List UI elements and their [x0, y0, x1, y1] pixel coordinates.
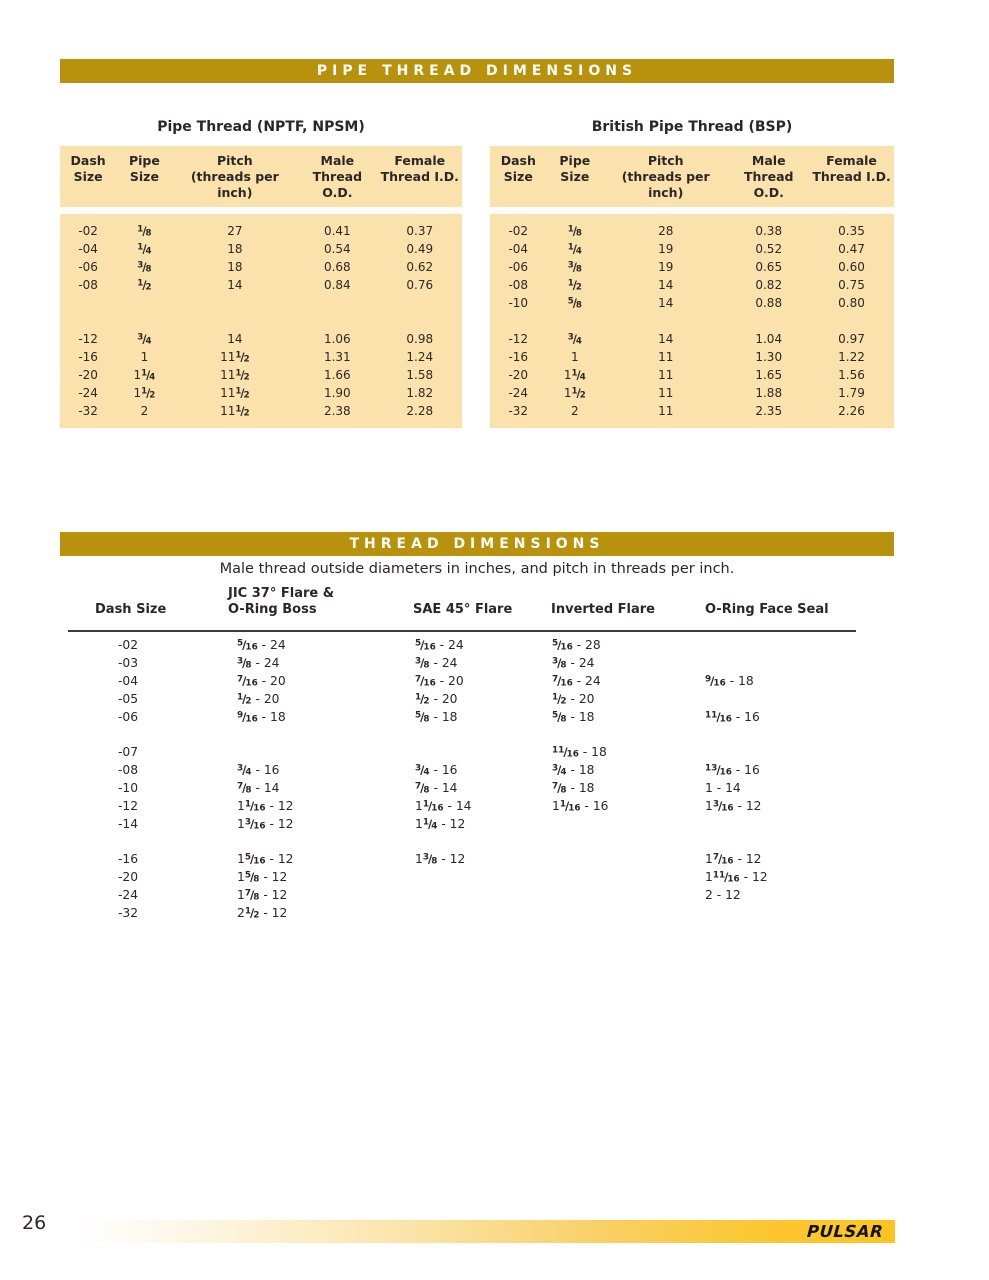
table-row — [95, 886, 857, 904]
table-cell: 0.49 — [406, 242, 434, 256]
table-cell: $^{13}/_{16} - 16$ — [705, 763, 760, 778]
table-cell: $^{11}/_{16} - 18$ — [552, 745, 607, 760]
table-cell: $1^1/_4$ — [563, 368, 586, 383]
page-number: 26 — [22, 1212, 47, 1234]
table-cell: $^1/_4$ — [567, 242, 582, 257]
table-cell: 1 — [140, 350, 149, 364]
table-row — [60, 348, 462, 366]
section-header-pipe-thread-dimensions: PIPE THREAD DIMENSIONS — [60, 59, 894, 83]
table-cell: $^1/_2$ — [567, 278, 582, 293]
table-body — [95, 636, 857, 922]
table-cell: -24 — [78, 386, 98, 400]
table-cell: $^3/_4 - 16$ — [237, 763, 280, 778]
column-header: Dash Size — [95, 602, 167, 617]
table-cell: 14 — [227, 278, 243, 292]
table-cell: 2 — [140, 404, 149, 418]
table-cell: $1^1/_2$ — [133, 386, 156, 401]
table-cell: -03 — [118, 656, 139, 670]
table-cell: 1.30 — [755, 350, 783, 364]
table-title-nptf-npsm: Pipe Thread (NPTF, NPSM) — [157, 119, 365, 135]
table-cell: 0.80 — [838, 296, 865, 310]
table-cell: 14 — [658, 296, 674, 310]
table-cell: $^3/_8 - 24$ — [552, 656, 595, 671]
table-cell — [551, 904, 705, 922]
table-cell: $^5/_8$ — [567, 296, 582, 311]
table-body — [490, 214, 894, 428]
group-spacer — [95, 726, 857, 743]
pulsar-logo: PULSAR — [805, 1222, 884, 1241]
table-cell: $^7/_8 - 14$ — [237, 781, 280, 796]
column-header: Dash Size — [70, 153, 106, 184]
pipe-thread-table-bsp — [490, 146, 894, 428]
column-header: Female Thread I.D. — [380, 153, 459, 184]
table-cell: 0.60 — [838, 260, 865, 274]
table-cell: $11^1/_2$ — [220, 350, 250, 365]
table-cell: 1 — [571, 350, 579, 364]
table-cell: $1^3/_{16} - 12$ — [237, 817, 294, 832]
table-row — [95, 761, 857, 779]
table-cell: -04 — [118, 674, 139, 688]
table-cell: 2 - 12 — [705, 888, 741, 902]
table-cell: -16 — [508, 350, 529, 364]
table-cell: -12 — [118, 799, 139, 813]
table-cell — [705, 636, 857, 654]
table-row — [490, 294, 894, 312]
table-cell: $^7/_{16} - 20$ — [415, 674, 464, 689]
column-header: JIC 37° Flare & O-Ring Boss — [228, 586, 335, 617]
table-header-row — [490, 146, 894, 207]
table-row — [60, 222, 462, 240]
table-cell: 0.76 — [406, 278, 434, 292]
table-row — [490, 348, 894, 366]
table-cell — [413, 743, 551, 761]
table-cell: 18 — [227, 242, 243, 256]
table-cell: 0.35 — [838, 224, 865, 238]
column-header: Inverted Flare — [551, 602, 655, 617]
table-cell: -06 — [118, 710, 139, 724]
table-cell: -06 — [508, 260, 529, 274]
table-header-row — [95, 586, 857, 625]
table-cell: -20 — [118, 870, 139, 884]
table-cell: -20 — [78, 368, 98, 382]
table-cell: 0.41 — [323, 224, 351, 238]
thread-dimensions-table — [95, 586, 857, 922]
table-cell — [705, 654, 857, 672]
table-cell: -14 — [118, 817, 139, 831]
table-row — [490, 330, 894, 348]
table-cell: $1^1/_4$ — [133, 368, 156, 383]
column-header: Male Thread O.D. — [744, 153, 794, 200]
table-row — [95, 636, 857, 654]
table-cell — [413, 904, 551, 922]
table-cell: $^5/_8 - 18$ — [415, 710, 458, 725]
table-cell: $^1/_8$ — [137, 224, 152, 239]
table-cell: 1.88 — [755, 386, 783, 400]
table-cell: 0.65 — [755, 260, 783, 274]
table-cell — [705, 904, 857, 922]
column-header: SAE 45° Flare — [413, 602, 513, 617]
table-cell: $^5/_{16} - 24$ — [237, 638, 286, 653]
table-cell — [551, 850, 705, 868]
table-cell: -32 — [508, 404, 529, 418]
table-row — [490, 240, 894, 258]
table-row — [60, 384, 462, 402]
table-cell: -10 — [508, 296, 529, 310]
table-cell — [551, 815, 705, 833]
table-cell: 11 — [658, 368, 674, 382]
table-row — [95, 868, 857, 886]
table-cell: -04 — [508, 242, 529, 256]
table-cell: $1^1/_{16} - 16$ — [552, 799, 609, 814]
table-cell — [705, 690, 857, 708]
table-cell: 0.75 — [838, 278, 865, 292]
section-header-thread-dimensions: THREAD DIMENSIONS — [60, 532, 894, 556]
table-row — [95, 815, 857, 833]
table-cell: 19 — [658, 260, 674, 274]
table-cell: $^1/_2$ — [137, 278, 152, 293]
table-cell: $^5/_{16} - 28$ — [552, 638, 601, 653]
column-header: O-Ring Face Seal — [705, 602, 829, 617]
table-cell: 2.35 — [755, 404, 783, 418]
table-cell: -02 — [508, 224, 529, 238]
table-cell: 2 — [571, 404, 579, 418]
table-cell: 1.79 — [838, 386, 865, 400]
table-cell: $1^7/_{16} - 12$ — [705, 852, 762, 867]
table-title-bsp: British Pipe Thread (BSP) — [591, 119, 793, 135]
table-row — [95, 672, 857, 690]
table-cell: $^1/_8$ — [567, 224, 582, 239]
table-cell: $^3/_8 - 24$ — [237, 656, 280, 671]
table-cell: $1^5/_{16} - 12$ — [237, 852, 294, 867]
group-spacer — [95, 833, 857, 850]
table-cell: -07 — [118, 745, 139, 759]
table-cell: 0.68 — [323, 260, 351, 274]
table-cell: $^3/_8 - 24$ — [415, 656, 458, 671]
table-cell: 0.52 — [755, 242, 783, 256]
table-cell: $^1/_2 - 20$ — [552, 692, 595, 707]
table-cell: $^7/_8 - 18$ — [552, 781, 595, 796]
table-cell: $^{11}/_{16} - 16$ — [705, 710, 760, 725]
table-cell: 1.22 — [838, 350, 865, 364]
table-row — [490, 402, 894, 420]
table-cell: 11 — [658, 350, 674, 364]
table-row — [60, 402, 462, 420]
table-cell: -04 — [78, 242, 98, 256]
table-cell: $1^1/_4 - 12$ — [415, 817, 466, 832]
table-cell: 0.97 — [838, 332, 865, 346]
table-row — [490, 276, 894, 294]
table-cell: 0.88 — [755, 296, 783, 310]
table-cell: 0.37 — [406, 224, 434, 238]
table-cell — [551, 886, 705, 904]
table-cell: 14 — [658, 332, 674, 346]
table-row — [60, 258, 462, 276]
table-cell: 0.47 — [838, 242, 865, 256]
table-row — [95, 690, 857, 708]
table-cell: -32 — [78, 404, 98, 418]
table-cell: $1^3/_{16} - 12$ — [705, 799, 762, 814]
table-cell: $^3/_4$ — [137, 332, 152, 347]
table-cell: $11^1/_2$ — [220, 404, 250, 419]
table-cell: $^9/_{16} - 18$ — [705, 674, 754, 689]
header-divider-line — [68, 630, 856, 632]
table-cell: $^3/_8$ — [567, 260, 582, 275]
table-cell: 0.98 — [406, 332, 434, 346]
table-cell: $^5/_8 - 18$ — [552, 710, 595, 725]
table-cell: -02 — [78, 224, 98, 238]
table-cell: $^7/_{16} - 20$ — [237, 674, 286, 689]
table-cell: $^1/_4$ — [137, 242, 152, 257]
table-cell: 2.28 — [406, 404, 434, 418]
column-header: Pitch (threads per inch) — [621, 153, 710, 200]
table-cell — [413, 886, 551, 904]
table-cell: 1.90 — [323, 386, 351, 400]
table-cell: 0.54 — [323, 242, 351, 256]
table-cell: -16 — [78, 350, 98, 364]
table-cell: -08 — [508, 278, 529, 292]
table-cell: 1.58 — [406, 368, 434, 382]
table-cell: $^3/_4$ — [567, 332, 582, 347]
table-cell: $^9/_{16} - 18$ — [237, 710, 286, 725]
table-cell: $^3/_4 - 18$ — [552, 763, 595, 778]
table-cell — [551, 868, 705, 886]
table-cell: $2^1/_2 - 12$ — [237, 906, 288, 921]
table-cell: 1.66 — [323, 368, 351, 382]
table-cell: 11 — [658, 404, 674, 418]
pipe-thread-table-nptf-npsm — [60, 146, 462, 428]
table-cell: 1.06 — [323, 332, 351, 346]
table-row — [490, 384, 894, 402]
table-cell: -24 — [118, 888, 139, 902]
table-row — [60, 240, 462, 258]
table-cell: 18 — [227, 260, 243, 274]
table-cell: $^1/_2 - 20$ — [237, 692, 280, 707]
table-cell: 27 — [227, 224, 243, 238]
table-cell: -24 — [508, 386, 529, 400]
table-cell — [228, 743, 413, 761]
table-row — [95, 904, 857, 922]
table-cell: 19 — [658, 242, 674, 256]
table-cell: 0.38 — [755, 224, 783, 238]
table-cell: 0.82 — [755, 278, 783, 292]
table-cell — [413, 868, 551, 886]
table-cell: 1.31 — [323, 350, 351, 364]
table-cell: 2.26 — [838, 404, 865, 418]
table-cell: -20 — [508, 368, 529, 382]
table-cell: -02 — [118, 638, 139, 652]
table-cell: -08 — [78, 278, 98, 292]
table-header-row — [60, 146, 462, 207]
table-cell: 14 — [227, 332, 243, 346]
table-row — [95, 708, 857, 726]
table-row — [95, 797, 857, 815]
table-cell: -12 — [508, 332, 529, 346]
table-row — [60, 330, 462, 348]
table-cell: $1^5/_8 - 12$ — [237, 870, 288, 885]
table-cell: 1.65 — [755, 368, 783, 382]
column-header: Pipe Size — [559, 153, 591, 184]
table-cell: 1.04 — [755, 332, 783, 346]
table-row — [490, 258, 894, 276]
table-row — [490, 222, 894, 240]
column-header: Dash Size — [500, 153, 536, 184]
table-cell: 1 - 14 — [705, 781, 741, 795]
column-header: Pitch (threads per inch) — [190, 153, 279, 200]
table-cell: 1.56 — [838, 368, 865, 382]
table-row — [95, 654, 857, 672]
table-row — [95, 743, 857, 761]
table-cell: 11 — [658, 386, 674, 400]
table-cell: 14 — [658, 278, 674, 292]
table-cell: 0.62 — [406, 260, 434, 274]
table-row — [60, 366, 462, 384]
table-cell: $1^1/_{16} - 14$ — [415, 799, 472, 814]
table-cell: 2.38 — [323, 404, 351, 418]
table-body — [60, 214, 462, 428]
table-row — [60, 276, 462, 294]
column-header: Male Thread O.D. — [312, 153, 363, 200]
thread-dimensions-subtitle: Male thread outside diameters in inches, and pitch in threads per inch. — [219, 561, 735, 577]
table-cell: -05 — [118, 692, 139, 706]
table-cell: $11^1/_2$ — [220, 386, 250, 401]
footer-gradient-bar — [75, 1220, 895, 1243]
group-spacer — [60, 294, 462, 330]
table-cell: -08 — [118, 763, 139, 777]
table-cell: -10 — [118, 781, 139, 795]
table-cell — [705, 815, 857, 833]
table-row — [95, 850, 857, 868]
table-cell: 0.84 — [323, 278, 351, 292]
column-header: Female Thread I.D. — [812, 153, 891, 184]
table-cell: 1.24 — [406, 350, 434, 364]
table-cell: -32 — [118, 906, 139, 920]
table-cell: $1^1/_2$ — [563, 386, 586, 401]
table-cell: 28 — [658, 224, 674, 238]
table-cell: $1^1/_{16} - 12$ — [237, 799, 294, 814]
table-cell: -06 — [78, 260, 98, 274]
table-cell: $1^7/_8 - 12$ — [237, 888, 288, 903]
table-cell: $^7/_{16} - 24$ — [552, 674, 601, 689]
column-header: Pipe Size — [128, 153, 160, 184]
table-cell: $^3/_8$ — [137, 260, 152, 275]
group-spacer — [490, 312, 894, 330]
table-cell: $11^1/_2$ — [220, 368, 250, 383]
table-cell: $1^{11}/_{16} - 12$ — [705, 870, 768, 885]
table-cell: $^5/_{16} - 24$ — [415, 638, 464, 653]
table-cell: -16 — [118, 852, 139, 866]
table-cell: $^7/_8 - 14$ — [415, 781, 458, 796]
table-row — [95, 779, 857, 797]
table-cell: -12 — [78, 332, 98, 346]
table-row — [490, 366, 894, 384]
table-cell: $^1/_2 - 20$ — [415, 692, 458, 707]
table-cell: $1^3/_8 - 12$ — [415, 852, 466, 867]
table-cell: 1.82 — [406, 386, 434, 400]
table-cell — [705, 743, 857, 761]
table-cell: $^3/_4 - 16$ — [415, 763, 458, 778]
